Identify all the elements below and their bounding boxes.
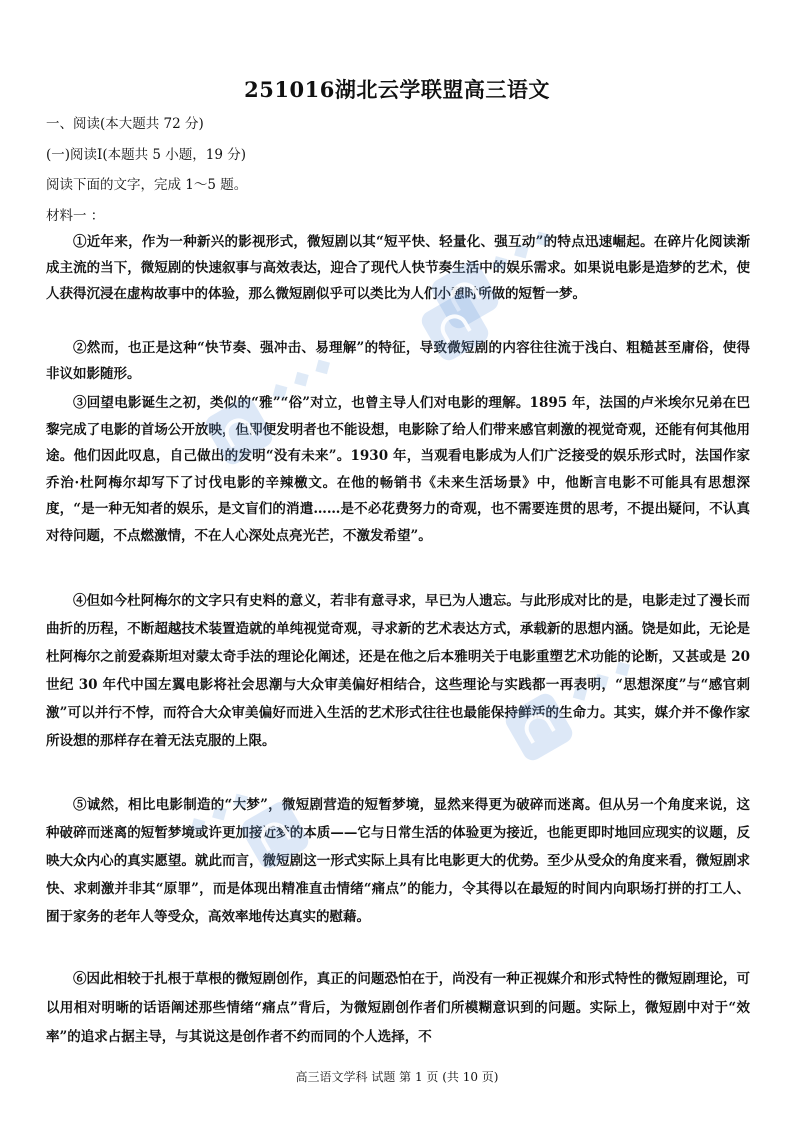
paragraph-text: ④但如今杜阿梅尔的文字只有史料的意义，若非有意寻求，早已为人遗忘。与此形成对比的是，电影走过了漫长而曲折的历程，不断超越技术装置造就的单纯视觉奇观，寻求新的艺术表达方式，承载新的思想内涵。饶是如此，无论是杜阿梅尔之前爱森斯坦对蒙太奇手法的理论化阐述，还是在他之后本雅明关于电影重塑艺术功能的论断，又甚或是 20 世纪 30 年代中国左翼电影将社会思潮与大众审美偏好相结合，这些理论与实践都一再表明，“思想深度”与“感官刺激”可以并行不悖，而符合大众审美偏好而进入生活的艺术形式往往也最能保持鲜活的生命力。其实，媒介并不像作家所设想的那样存在着无法克服的上限。 — [46, 593, 750, 749]
paragraph-text: ①近年来，作为一种新兴的影视形式，微短剧以其“短平快、轻量化、强互动”的特点迅速崛起。在碎片化阅读渐成主流的当下，微短剧的快速叙事与高效表达，迎合了现代人快节奏生活中的娱乐需求。如果说电影是造梦的艺术，使人获得沉浸在虚构故事中的体验，那么微短剧似乎可以类比为人们小憩时所做的短暂一梦。 — [46, 234, 750, 302]
page-title: 251016湖北云学联盟高三语文 — [244, 77, 550, 102]
paragraph-4 — [46, 587, 750, 755]
paragraph-text: ⑤诚然，相比电影制造的“大梦”，微短剧营造的短暂梦境，显然来得更为破碎而迷离。但从另一个角度来说，这种破碎而迷离的短暂梦境或许更加接近梦的本质——它与日常生活的体验更为接近，也能更即时地回应现实的议题，反映大众内心的真实愿望。就此而言，微短剧这一形式实际上具有比电影更大的优势。至少从受众的角度来看，微短剧求快、求刺激并非其“原罪”，而是体现出精准直击情绪“痛点”的能力，令其得以在最短的时间内向职场打拼的打工人、囿于家务的老年人等受众，高效率地传达真实的慰藉。 — [46, 797, 750, 925]
watermark-text-icon: ◆ ◆ ◆ — [266, 351, 336, 406]
watermark-text-icon: ◆ ◆ ◆ — [486, 223, 556, 278]
material-label: 材料一 ： — [46, 208, 105, 224]
paragraph-2 — [46, 335, 750, 387]
paragraph-text: ⑥因此相较于扎根于草根的微短剧创作，真正的问题恐怕在于，尚没有一种正视媒介和形式特性的微短剧理论，可以用相对明晰的话语阐述那些情绪“痛点”背后，为微短剧创作者们所模糊意识到的问题。实际上，微短剧中对于“效率”的追求占据主导，与其说这是创作者不约而同的个人选择，不 — [46, 971, 750, 1045]
instruction-text: 阅读下面的文字，完成 1～5 题。 — [46, 177, 248, 193]
paragraph-3 — [46, 390, 750, 549]
paragraph-text: ③回望电影诞生之初，类似的“雅”“俗”对立，也曾主导人们对电影的理解。1895 年，法国的卢米埃尔兄弟在巴黎完成了电影的首场公开放映，但即便发明者也不能设想，电影除了给人们带来感官刺激的视觉奇观，还能有何其他用途。他们因此叹息，自己做出的发明“没有未来”。1930 年，当观看电影成为人们广泛接受的娱乐形式时，法国作家乔治·杜阿梅尔却写下了讨伐电影的辛辣檄文。在他的畅销书《未来生活场景》中，他断言电影不可能具有思想深度，“是一种无知者的娱乐，是文盲们的消遣……是不必花费努力的奇观，也不需要连贯的思考，不提出疑问，不认真对待问题，不点燃激情，不在人心深处点亮光芒，不激发希望”。 — [46, 395, 750, 544]
watermark-text-icon: ◆ ◆ ◆ — [184, 785, 254, 840]
page-footer: 高三语文学科 试题 第 1 页 (共 10 页) — [295, 1070, 499, 1084]
section-heading: 一、阅读(本大题共 72 分) — [46, 116, 204, 132]
watermark-text-icon: ◆ ◆ ◆ — [566, 653, 636, 708]
paragraph-5 — [46, 791, 750, 931]
paragraph-6 — [46, 965, 750, 1052]
paragraph-1 — [46, 229, 750, 307]
subsection-heading: (一)阅读Ⅰ(本题共 5 小题，19 分) — [46, 147, 247, 163]
paragraph-text: ②然而，也正是这种“快节奏、强冲击、易理解”的特征，导致微短剧的内容往往流于浅白、粗糙甚至庸俗，使得非议如影随形。 — [46, 340, 750, 382]
